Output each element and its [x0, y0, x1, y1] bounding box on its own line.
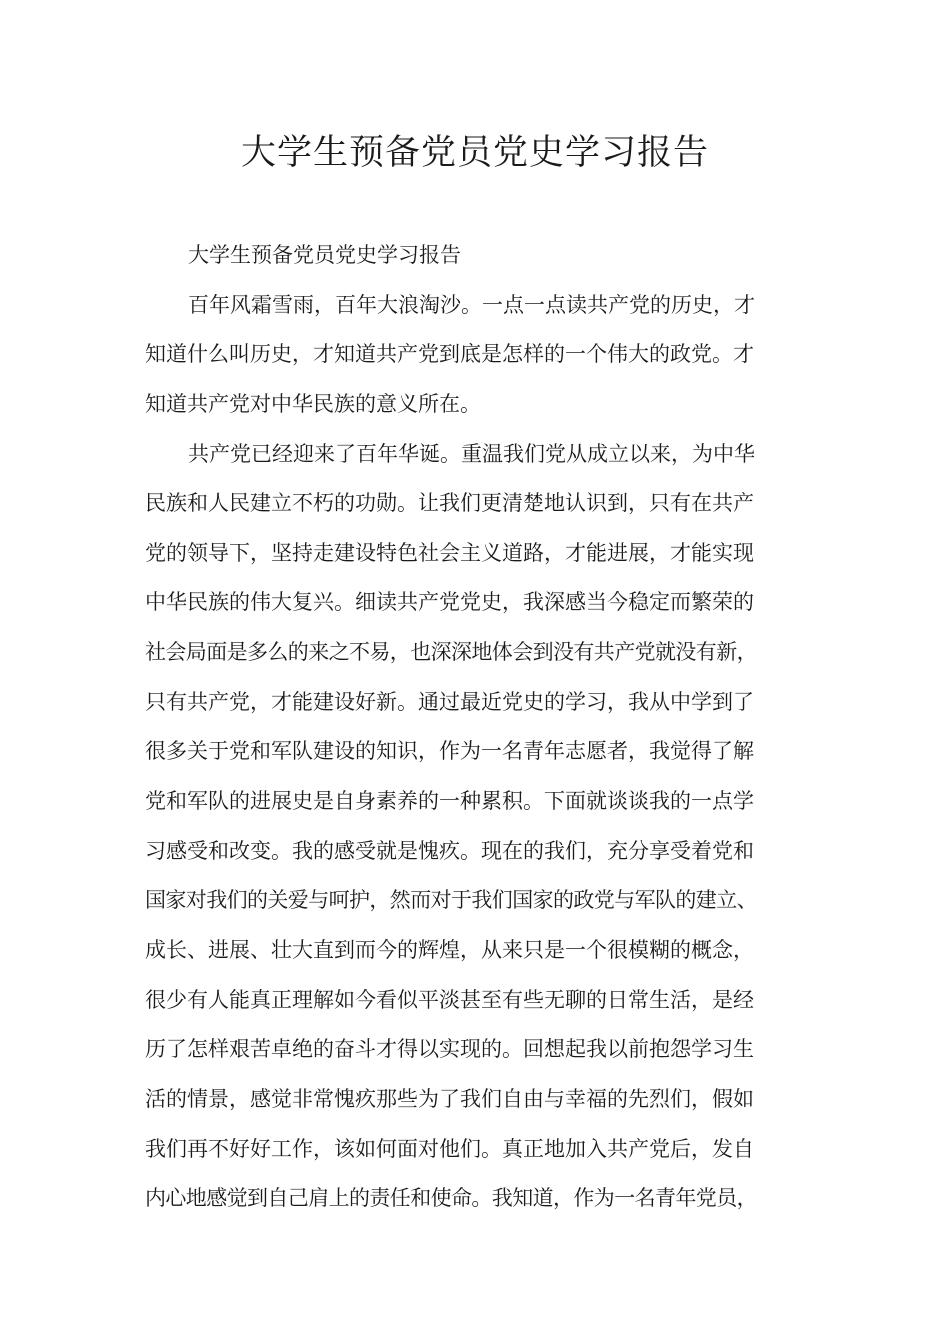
paragraph-line: 百年风霜雪雨，百年大浪淘沙。一点一点读共产党的历史，才: [188, 292, 755, 317]
paragraph-line: 历了怎样艰苦卓绝的奋斗才得以实现的。回想起我以前抱怨学习生: [145, 1037, 754, 1062]
paragraph-line: 习感受和改变。我的感受就是愧疚。现在的我们，充分享受着党和: [145, 838, 754, 863]
paragraph-line: 社会局面是多么的来之不易，也深深地体会到没有共产党就没有新，: [145, 640, 757, 665]
paragraph-line: 共产党已经迎来了百年华诞。重温我们党从成立以来，为中华: [188, 441, 755, 466]
subtitle-line: 大学生预备党员党史学习报告: [188, 243, 461, 267]
paragraph-line: 我们再不好好工作，该如何面对他们。真正地加入共产党后，发自: [145, 1136, 754, 1161]
paragraph-line: 很少有人能真正理解如今看似平淡甚至有些无聊的日常生活，是经: [145, 987, 754, 1012]
paragraph-line: 活的情景，感觉非常愧疚那些为了我们自由与幸福的先烈们，假如: [145, 1086, 754, 1111]
paragraph-line: 很多关于党和军队建设的知识，作为一名青年志愿者，我觉得了解: [145, 739, 754, 764]
paragraph-line: 民族和人民建立不朽的功勋。让我们更清楚地认识到，只有在共产: [145, 491, 754, 516]
document-title: 大学生预备党员党史学习报告: [240, 133, 709, 173]
document-body: [145, 231, 825, 1224]
paragraph-line: 国家对我们的关爱与呵护，然而对于我们国家的政党与军队的建立、: [145, 888, 757, 913]
paragraph-line: 党的领导下，坚持走建设特色社会主义道路，才能进展，才能实现: [145, 540, 754, 565]
paragraph-line: 党和军队的进展史是自身素养的一种累积。下面就谈谈我的一点学: [145, 789, 754, 814]
paragraph-line: 内心地感觉到自己肩上的责任和使命。我知道，作为一名青年党员，: [145, 1186, 757, 1211]
paragraph-line: 中华民族的伟大复兴。细读共产党党史，我深感当今稳定而繁荣的: [145, 590, 754, 615]
paragraph-line: 知道什么叫历史，才知道共产党到底是怎样的一个伟大的政党。才: [145, 342, 754, 367]
paragraph-line: 只有共产党，才能建设好新。通过最近党史的学习，我从中学到了: [145, 689, 754, 714]
paragraph-line: 知道共产党对中华民族的意义所在。: [145, 391, 481, 416]
paragraph-line: 成长、进展、壮大直到而今的辉煌，从来只是一个很模糊的概念，: [145, 937, 754, 962]
